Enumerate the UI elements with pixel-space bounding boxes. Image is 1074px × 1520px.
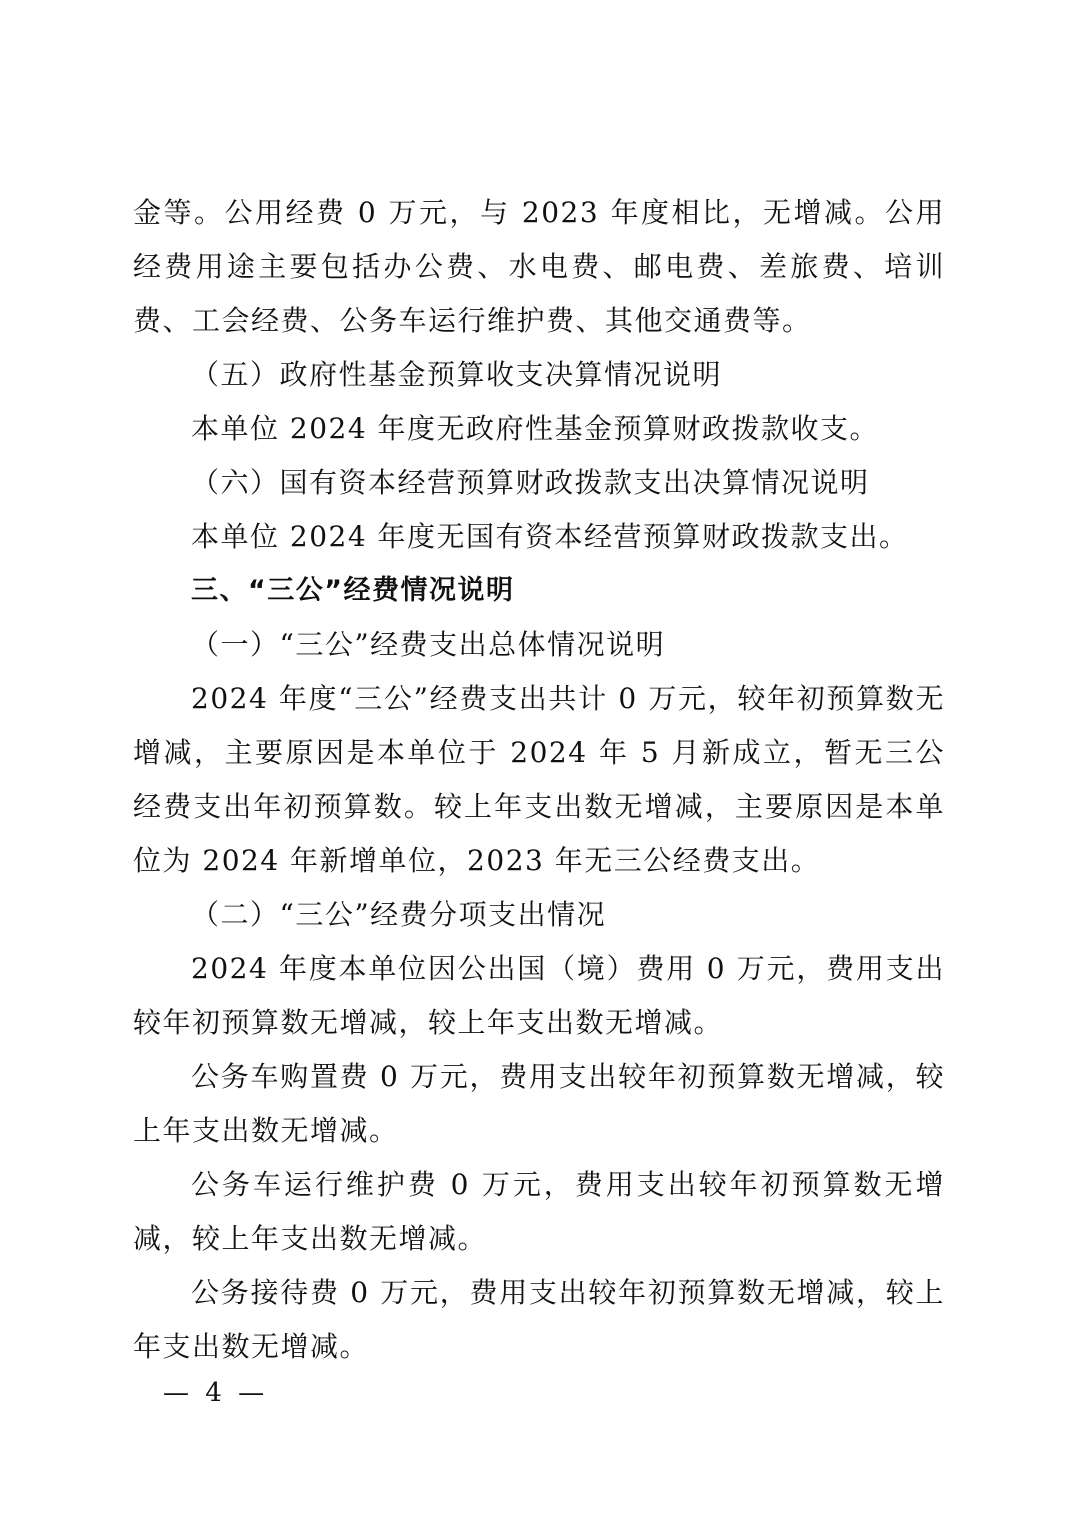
paragraph-state-capital-budget: 本单位 2024 年度无国有资本经营预算财政拨款支出。 [191, 520, 909, 553]
heading-three-public-expenses: 三、“三公”经费情况说明 [191, 575, 515, 606]
paragraph-reception: 公务接待费 0 万元，费用支出较年初预算数无增减，较上年支出数无增减。 [133, 1276, 945, 1363]
paragraph-public-funds: 金等。公用经费 0 万元，与 2023 年度相比，无增减。公用经费用途主要包括办公费、水电费、邮电费、差旅费、培训费、工会经费、公务车运行维护费、其他交通费等。 [133, 196, 945, 337]
heading-three-public-overall: （一）“三公”经费支出总体情况说明 [191, 628, 666, 661]
document-body [133, 186, 945, 1374]
paragraph-car-maintenance: 公务车运行维护费 0 万元，费用支出较年初预算数无增减，较上年支出数无增减。 [133, 1168, 945, 1255]
heading-three-public-items: （二）“三公”经费分项支出情况 [191, 898, 607, 931]
heading-gov-fund-budget: （五）政府性基金预算收支决算情况说明 [191, 358, 723, 391]
heading-state-capital-budget: （六）国有资本经营预算财政拨款支出决算情况说明 [191, 466, 870, 499]
paragraph-three-public-overall: 2024 年度“三公”经费支出共计 0 万元，较年初预算数无增减，主要原因是本单位于 2024 年 5 月新成立，暂无三公经费支出年初预算数。较上年支出数无增减，主要原因是本单位为 2024 年新增单位，2023 年无三公经费支出。 [133, 682, 945, 877]
page-number: — 4 — [163, 1378, 269, 1408]
paragraph-gov-fund-budget: 本单位 2024 年度无政府性基金预算财政拨款收支。 [191, 412, 880, 445]
paragraph-abroad-expenses: 2024 年度本单位因公出国（境）费用 0 万元，费用支出较年初预算数无增减，较上年支出数无增减。 [133, 952, 945, 1039]
paragraph-car-purchase: 公务车购置费 0 万元，费用支出较年初预算数无增减，较上年支出数无增减。 [133, 1060, 945, 1147]
